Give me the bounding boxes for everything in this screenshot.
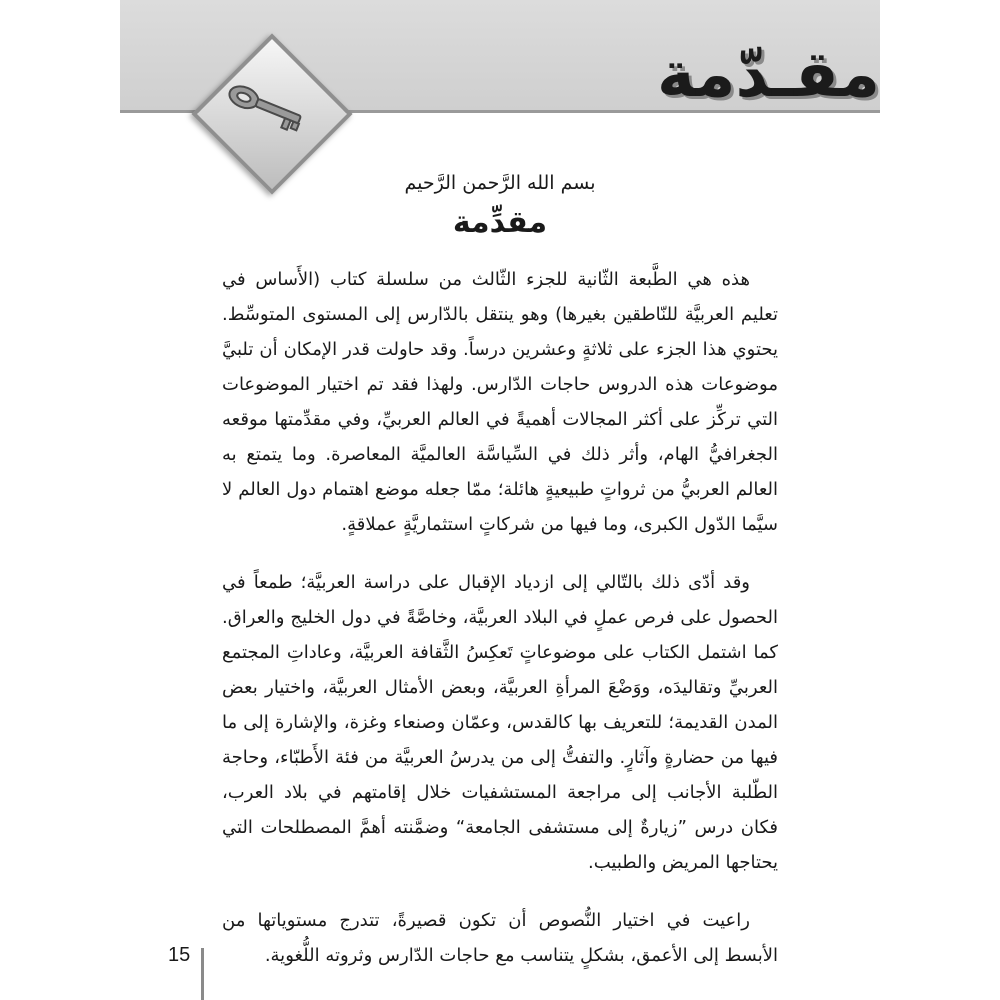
page-number-rule	[201, 948, 204, 1000]
key-icon	[220, 72, 316, 142]
paragraph-3: راعيت في اختيار النُّصوص أن تكون قصيرةً، تتدرج مستوياتها من الأبسط إلى الأعمق، بشكلٍ يتناسب مع حاجات الدّارس وثروته اللُّغوية.	[222, 910, 778, 966]
body-text	[222, 262, 778, 996]
paragraph-1: هذه هي الطَّبعة الثّانية للجزء الثّالث من سلسلة كتاب (الأَساس في تعليم العربيَّة للنّاطقين بغيرها) وهو ينتقل بالدّارس إلى المستوى المتوسِّط. يحتوي هذا الجزء على ثلاثةٍ وعشرين درساً. وقد حاولت قدر الإمكان أن تلبيَّ موضوعات هذه الدروس حاجات الدّارس. ولهذا فقد تم اختيار الموضوعات التي تركِّز على أكثر المجالات أهميةً في العالم العربيِّ، وفي مقدِّمتها موقعه الجغرافيُّ الهام، وأثر ذلك في السِّياسَّة العالميَّة المعاصرة. وما يتمتع به العالم العربيُّ من ثرواتٍ طبيعيةٍ هائلة؛ ممّا جعله موضع اهتمام دول العالم لا سيَّما الدّول الكبرى، وما فيها من شركاتٍ استثماريَّةٍ عملاقةٍ.	[222, 269, 778, 535]
page-title: مقـدّمة	[657, 38, 880, 112]
page-number: 15	[168, 944, 191, 966]
bismillah-line: بسم الله الرَّحمن الرَّحيم	[404, 172, 596, 194]
paragraph-2: وقد أدّى ذلك بالتّالي إلى ازدياد الإقبال على دراسة العربيَّة؛ طمعاً في الحصول على فرص عملٍ في البلاد العربيَّة، وخاصَّةً في دول الخليج والعراق. كما اشتمل الكتاب على موضوعاتٍ تَعكِسُ الثَّقافة العربيَّة، وعاداتِ المجتمع العربيِّ وتقاليدَه، ووَضْعَ المرأةِ العربيَّة، وبعض الأمثال العربيَّة، واختيار بعض المدن القديمة؛ للتعريف بها كالقدس، وعمّان وصنعاء وغزة، والإشارة إلى ما فيها من حضارةٍ وآثارٍ. والتفتُّ إلى من يدرسُ العربيَّة من فئة الأَطبّاء، وحاجة الطّلبة الأجانب إلى مراجعة المستشفيات خلال إقامتهم في بلاد العرب، فكان درس ”زيارةٌ إلى مستشفى الجامعة“ وضمَّنته أهمَّ المصطلحات التي يحتاجها المريض والطبيب.	[222, 572, 778, 873]
section-heading: مقدِّمة	[452, 205, 548, 240]
